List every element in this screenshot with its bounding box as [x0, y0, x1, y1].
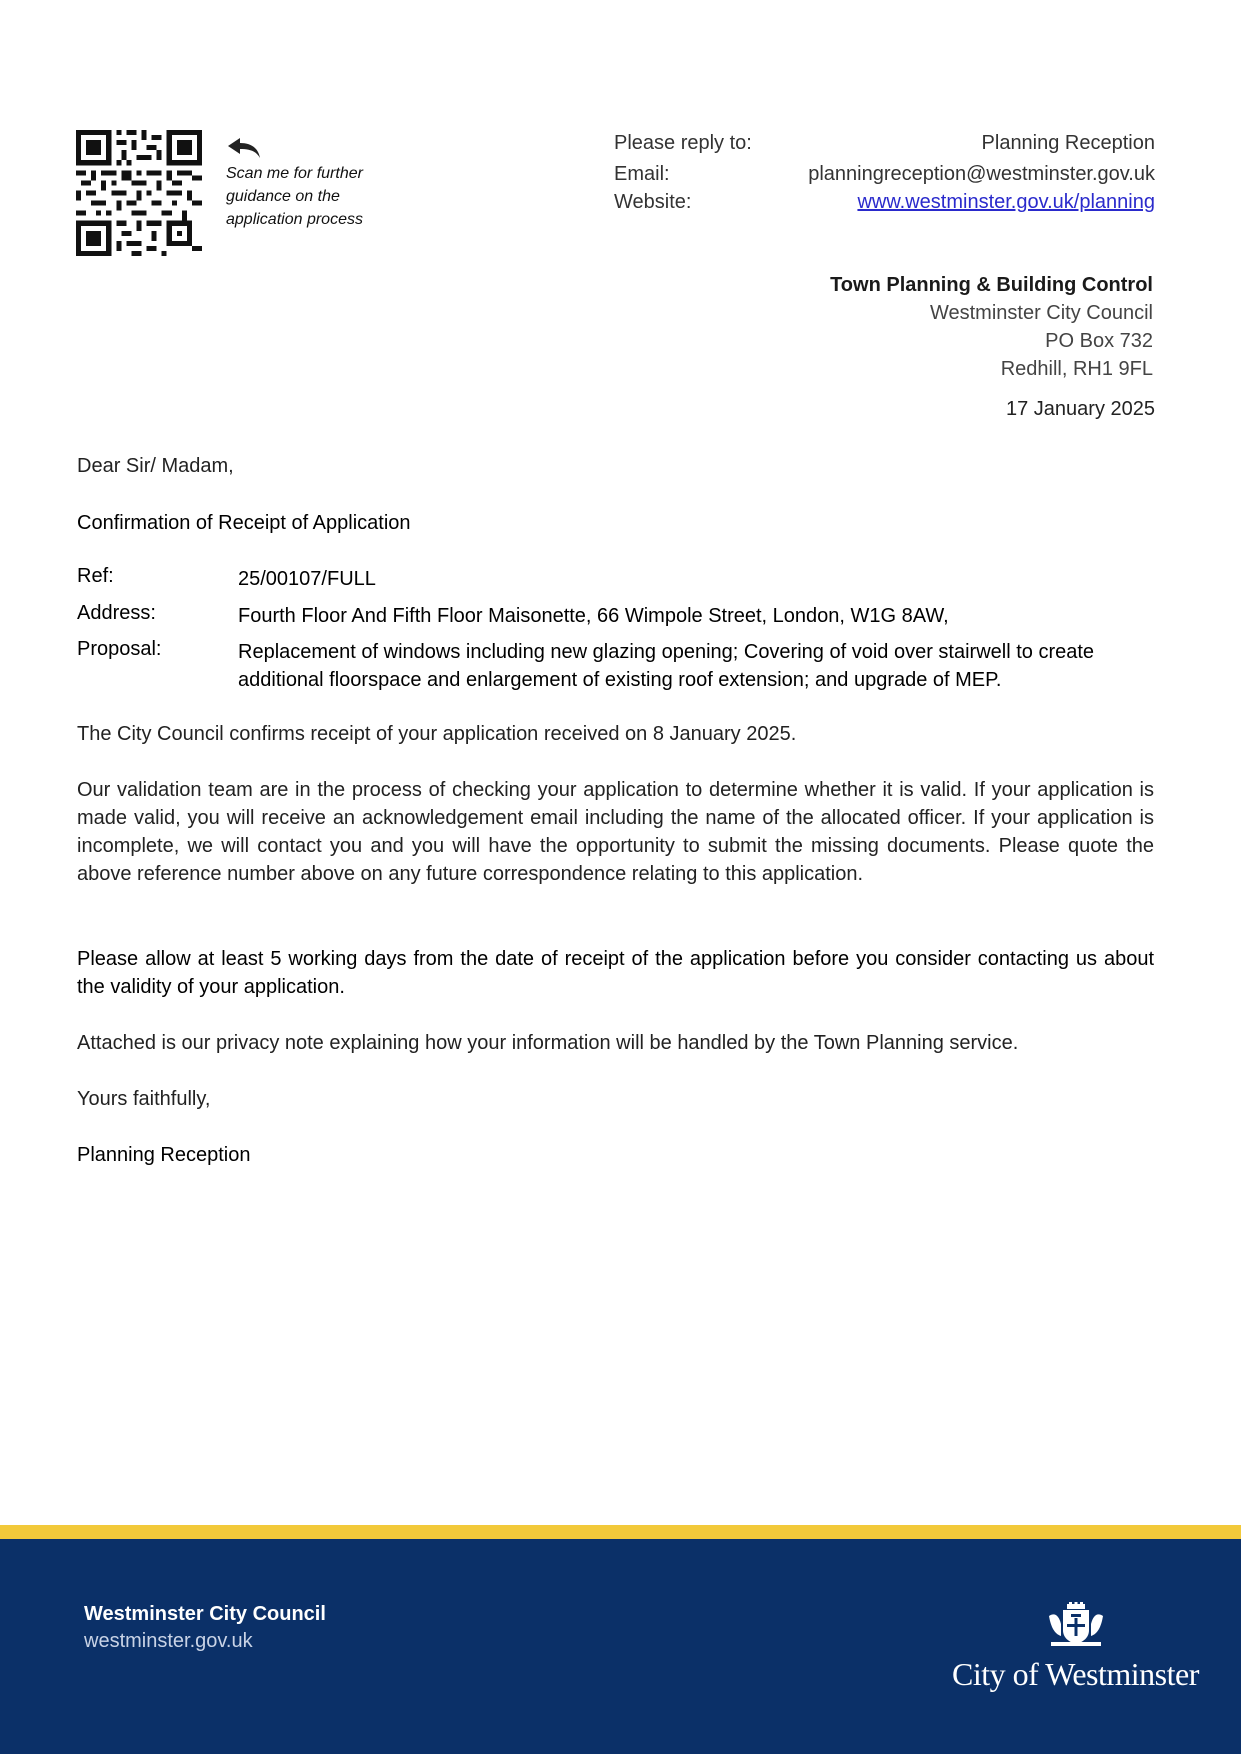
department-org: Westminster City Council [929, 302, 1153, 324]
signature: Planning Reception [77, 1144, 251, 1166]
reply-to-label: Please reply to: [614, 132, 752, 154]
footer-site: westminster.gov.uk [84, 1630, 253, 1652]
ref-value: 25/00107/FULL [238, 568, 376, 590]
subject-heading: Confirmation of Receipt of Application [77, 512, 411, 534]
department-po-box: PO Box 732 [1045, 330, 1153, 352]
department-title: Town Planning & Building Control [830, 274, 1153, 296]
qr-code-icon[interactable] [76, 130, 202, 256]
qr-guidance-text: Scan me for further guidance on the application process [226, 165, 363, 228]
crest-icon [1045, 1602, 1107, 1650]
receipt-paragraph: The City Council confirms receipt of your application received on 8 January 2025. [77, 723, 797, 745]
department-town: Redhill, RH1 9FL [1000, 358, 1153, 380]
website-label: Website: [614, 191, 692, 213]
reply-arrow-icon [226, 136, 262, 160]
footer-stripe [0, 1525, 1241, 1539]
email-value[interactable]: planningreception@westminster.gov.uk [808, 163, 1155, 185]
proposal-label: Proposal: [77, 638, 162, 660]
address-value: Fourth Floor And Fifth Floor Maisonette, 66 Wimpole Street, London, W1G 8AW, [238, 605, 949, 627]
footer-org-name: Westminster City Council [84, 1603, 326, 1625]
closing: Yours faithfully, [77, 1088, 211, 1110]
proposal-value: Replacement of windows including new glazing opening; Covering of void over stairwell to create additional floorspace and enlargement of existing roof extension; and upgrade of MEP. [238, 641, 1095, 691]
greeting: Dear Sir/ Madam, [77, 455, 234, 477]
footer-brand: City of Westminster [952, 1656, 1199, 1692]
privacy-paragraph: Attached is our privacy note explaining how your information will be handled by the Town Planning service. [77, 1032, 1019, 1054]
email-label: Email: [614, 163, 670, 185]
address-label: Address: [77, 602, 156, 624]
website-link[interactable]: www.westminster.gov.uk/planning [857, 191, 1155, 213]
reply-to-value: Planning Reception [981, 132, 1155, 154]
letter-date: 17 January 2025 [1005, 398, 1155, 420]
validation-paragraph: Our validation team are in the process of checking your application to determine whether it is valid. If your application is made valid, you will receive an acknowledgement email including the name of the allocated officer. If your application is incomplete, we will contact you and you will have the opportunity to submit the missing documents. Please quote the above reference number above on any future correspondence relating to this application. [77, 779, 1154, 885]
ref-label: Ref: [77, 565, 114, 587]
notice-paragraph: Please allow at least 5 working days from the date of receipt of the application before you consider contacting us about the validity of your application. [77, 948, 1154, 998]
